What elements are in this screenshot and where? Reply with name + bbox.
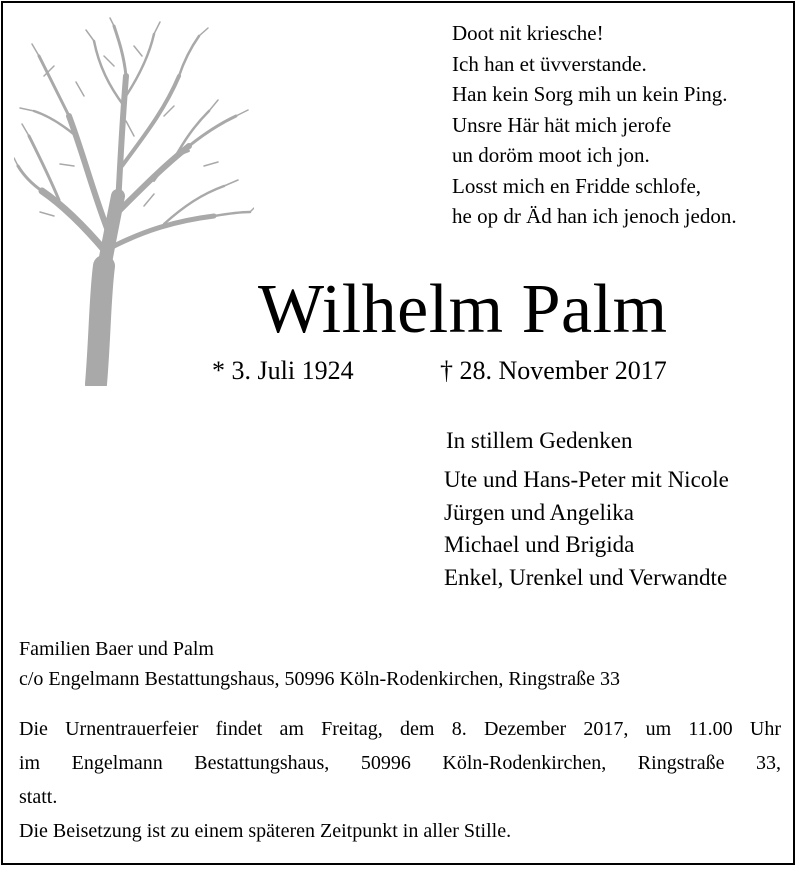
notice-line: im Engelmann Bestattungshaus, 50996 Köln-Rodenkirchen, Ringstraße 33, [19, 752, 781, 774]
service-notice [19, 712, 781, 848]
notice-line: statt. [19, 786, 58, 808]
poem [452, 18, 737, 232]
notice-line: Die Urnentrauerfeier findet am Freitag, dem 8. Dezember 2017, um 11.00 Uhr [19, 718, 781, 740]
poem-line: Doot nit kriesche! [452, 21, 604, 45]
contact-line: Familien Baer und Palm [19, 638, 214, 660]
poem-line: Unsre Här hät mich jerofe [452, 112, 672, 137]
poem-line: he op dr Äd han ich jenoch jedon. [452, 204, 737, 228]
mourner-name: Enkel, Urenkel und Verwandte [444, 564, 728, 590]
deceased-name: Wilhelm Palm [258, 271, 668, 348]
poem-line: Losst mich en Fridde schlofe, [452, 173, 702, 198]
mourner-name: Michael und Brigida [444, 532, 635, 557]
poem-line: un doröm moot ich jon. [452, 143, 650, 167]
contact-line: c/o Engelmann Bestattungshaus, 50996 Köln-Rodenkirchen, Ringstraße 33 [19, 668, 621, 690]
contact-address [19, 634, 620, 694]
mourners-list [444, 464, 729, 594]
notice-line: Die Beisetzung ist zu einem späteren Zeitpunkt in aller Stille. [19, 820, 512, 842]
poem-line: Ich han et üvverstande. [452, 51, 647, 76]
mourner-name: Ute und Hans-Peter mit Nicole [444, 467, 729, 492]
mourner-name: Jürgen und Angelika [444, 499, 634, 525]
birth-date: * 3. Juli 1924 [212, 356, 354, 385]
death-date: † 28. November 2017 [440, 356, 667, 385]
poem-line: Han kein Sorg mih un kein Ping. [452, 82, 728, 106]
mourners-title: In stillem Gedenken [446, 428, 633, 453]
bare-tree-image [14, 16, 254, 386]
